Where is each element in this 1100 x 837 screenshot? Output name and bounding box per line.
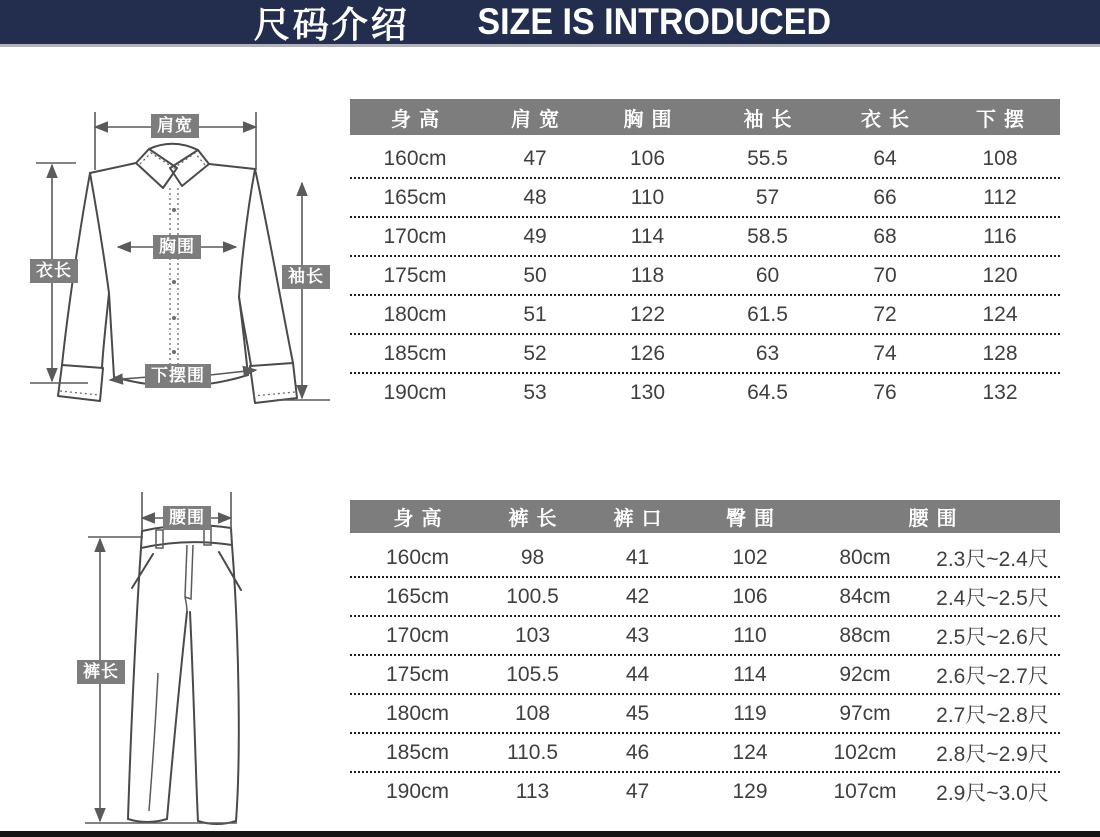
table-cell: 61.5 [747, 302, 788, 326]
table-row [350, 539, 1060, 578]
table-cell: 66 [873, 185, 897, 209]
table-cell: 88cm [839, 623, 891, 647]
table-cell: 165cm [385, 584, 450, 608]
column-header-hem: 下摆 [976, 108, 1032, 131]
table-cell: 132 [982, 380, 1018, 404]
pants-table-rows [350, 539, 1060, 810]
shoulder-width-tag: 肩宽 [151, 114, 199, 138]
table-row [350, 578, 1060, 617]
pants-length-tag: 裤长 [77, 660, 125, 684]
table-cell: 46 [625, 740, 650, 764]
table-cell: 42 [625, 584, 650, 608]
table-cell: 130 [629, 380, 666, 404]
table-cell: 50 [523, 263, 547, 287]
table-cell: 160cm [385, 545, 450, 569]
shirt-size-table [350, 99, 1060, 411]
table-cell: 114 [630, 224, 665, 248]
table-cell: 122 [629, 302, 666, 326]
table-cell: 76 [873, 380, 897, 404]
table-cell: 41 [625, 545, 650, 569]
table-cell: 70 [873, 263, 897, 287]
table-cell: 2.3尺~2.4尺 [936, 547, 1049, 571]
shirt-table-header [350, 99, 1060, 135]
table-cell: 2.6尺~2.7尺 [936, 664, 1049, 688]
table-cell: 2.8尺~2.9尺 [936, 742, 1049, 766]
table-cell: 170cm [385, 623, 450, 647]
table-cell: 180cm [385, 701, 450, 725]
table-cell: 72 [873, 302, 897, 326]
table-cell: 106 [629, 146, 666, 170]
table-cell: 51 [523, 302, 547, 326]
table-cell: 52 [523, 341, 547, 365]
table-cell: 92cm [839, 662, 891, 686]
table-cell: 68 [873, 224, 897, 248]
column-header-pants-length: 裤长 [508, 508, 565, 530]
table-cell: 49 [523, 224, 547, 248]
table-row [350, 296, 1060, 335]
page-title-chinese: 尺码介绍 [253, 3, 410, 45]
table-cell: 190cm [385, 779, 450, 803]
table-cell: 58.5 [747, 224, 788, 248]
pants-table-header [350, 500, 1060, 533]
table-row [350, 140, 1060, 179]
column-header-chest: 胸围 [623, 108, 680, 131]
table-cell: 185cm [383, 341, 447, 365]
table-cell: 114 [733, 662, 767, 686]
table-cell: 119 [733, 701, 767, 725]
table-cell: 2.4尺~2.5尺 [936, 586, 1049, 610]
table-cell: 100.5 [506, 584, 559, 608]
table-cell: 185cm [385, 740, 450, 764]
table-cell: 102 [732, 545, 768, 569]
table-cell: 55.5 [747, 146, 788, 170]
table-cell: 63 [755, 341, 780, 365]
pants-measure-lines [85, 492, 237, 823]
table-cell: 110 [733, 623, 767, 647]
table-cell: 97cm [839, 701, 891, 725]
sleeve-length-tag: 袖长 [282, 265, 330, 289]
table-cell: 118 [630, 263, 665, 287]
bottom-border-bar [0, 831, 1100, 837]
table-row [350, 656, 1060, 695]
table-cell: 80cm [839, 545, 891, 569]
table-cell: 108 [514, 701, 551, 725]
table-cell: 84cm [839, 584, 891, 608]
table-row [350, 374, 1060, 411]
table-row [350, 773, 1060, 810]
table-cell: 105.5 [506, 662, 559, 686]
pants-size-table [350, 500, 1060, 810]
column-header-shoulder: 肩宽 [511, 108, 567, 131]
table-row [350, 734, 1060, 773]
table-cell: 112 [983, 185, 1017, 209]
table-cell: 2.9尺~3.0尺 [936, 781, 1049, 805]
table-cell: 124 [732, 740, 768, 764]
table-cell: 126 [629, 341, 666, 365]
column-header-waist: 腰围 [908, 508, 965, 530]
table-cell: 113 [515, 779, 550, 803]
table-cell: 175cm [385, 662, 450, 686]
waist-tag: 腰围 [163, 506, 211, 530]
column-header-sleeve: 袖长 [743, 108, 800, 131]
column-header-hip: 臀围 [726, 508, 782, 530]
table-cell: 110.5 [507, 740, 558, 764]
table-cell: 60 [755, 263, 780, 287]
table-row [350, 179, 1060, 218]
column-header-height: 身高 [393, 508, 450, 530]
table-cell: 180cm [383, 302, 447, 326]
table-cell: 107cm [833, 779, 897, 803]
table-cell: 160cm [383, 146, 447, 170]
table-cell: 47 [625, 779, 650, 803]
shirt-table-rows [350, 140, 1060, 411]
table-row [350, 695, 1060, 734]
table-cell: 165cm [383, 185, 447, 209]
table-cell: 2.5尺~2.6尺 [936, 625, 1049, 649]
table-row [350, 617, 1060, 656]
table-cell: 120 [982, 263, 1018, 287]
table-cell: 170cm [383, 224, 447, 248]
table-cell: 64 [873, 146, 897, 170]
table-row [350, 335, 1060, 374]
table-cell: 103 [514, 623, 551, 647]
table-cell: 98 [520, 545, 545, 569]
table-cell: 190cm [383, 380, 447, 404]
page-header [0, 0, 1100, 47]
table-cell: 53 [523, 380, 547, 404]
table-cell: 110 [630, 185, 665, 209]
column-header-height: 身高 [391, 108, 447, 131]
table-cell: 45 [625, 701, 650, 725]
table-cell: 175cm [383, 263, 447, 287]
table-cell: 106 [732, 584, 768, 608]
table-cell: 129 [732, 779, 768, 803]
table-cell: 128 [982, 341, 1018, 365]
table-cell: 47 [523, 146, 547, 170]
table-cell: 74 [873, 341, 897, 365]
table-cell: 108 [982, 146, 1018, 170]
table-cell: 64.5 [747, 380, 788, 404]
table-row [350, 257, 1060, 296]
table-cell: 2.7尺~2.8尺 [936, 703, 1049, 727]
table-cell: 48 [523, 185, 547, 209]
column-header-leg-opening: 裤口 [613, 508, 670, 530]
table-cell: 57 [755, 185, 780, 209]
table-row [350, 218, 1060, 257]
table-cell: 102cm [833, 740, 897, 764]
column-header-garment-length: 衣长 [861, 108, 917, 131]
table-cell: 44 [625, 662, 650, 686]
pants-outline [128, 525, 241, 824]
table-cell: 116 [983, 224, 1017, 248]
chest-tag: 胸围 [153, 235, 201, 259]
table-cell: 124 [982, 302, 1018, 326]
page-title-english: SIZE IS INTRODUCED [477, 1, 831, 42]
garment-length-tag: 衣长 [30, 259, 78, 283]
table-cell: 43 [625, 623, 650, 647]
hem-tag: 下摆围 [145, 364, 211, 388]
